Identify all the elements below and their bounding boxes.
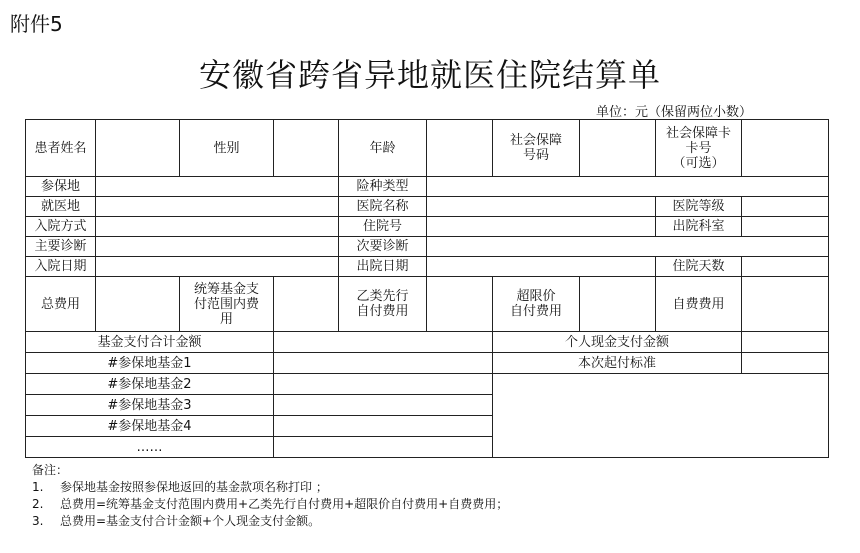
value-insured-place[interactable] xyxy=(96,177,339,197)
label-fund-3: #参保地基金3 xyxy=(26,395,274,416)
notes-section xyxy=(32,462,508,530)
value-self-pay[interactable] xyxy=(742,277,829,332)
label-class-b-line: 自付费用 xyxy=(356,304,409,319)
value-fund-3[interactable] xyxy=(274,395,493,416)
value-ellipsis[interactable] xyxy=(274,437,493,458)
value-over-limit-self-pay[interactable] xyxy=(580,277,656,332)
note-text: 参保地基金按照参保地返回的基金款项名称打印 ； xyxy=(60,480,328,494)
label-age: 年龄 xyxy=(339,120,427,177)
label-over-limit-line: 超限价 xyxy=(516,289,556,304)
label-main-diagnosis: 主要诊断 xyxy=(26,237,96,257)
value-total-cost[interactable] xyxy=(96,277,180,332)
label-fund-1: #参保地基金1 xyxy=(26,353,274,374)
label-ss-card-line: （可选） xyxy=(672,155,725,171)
label-pooled-fund-cost-line: 用 xyxy=(219,311,233,327)
value-age[interactable] xyxy=(427,120,493,177)
blank-area xyxy=(493,374,829,458)
label-fund-2: #参保地基金2 xyxy=(26,374,274,395)
label-ss-number xyxy=(493,120,580,177)
label-fund-4: #参保地基金4 xyxy=(26,416,274,437)
note-text: 总费用=基金支付合计金额+个人现金支付金额。 xyxy=(60,514,321,528)
label-pooled-fund-cost-line: 统筹基金支 xyxy=(193,281,259,297)
label-insurance-type: 险种类型 xyxy=(339,177,427,197)
label-treatment-place: 就医地 xyxy=(26,197,96,217)
settlement-form-table xyxy=(25,119,829,458)
label-ss-number-line: 社会保障 xyxy=(509,133,562,148)
value-gender[interactable] xyxy=(274,120,339,177)
note-number: 1. xyxy=(32,480,44,494)
value-admission-date[interactable] xyxy=(96,257,339,277)
value-hospital-level[interactable] xyxy=(742,197,829,217)
value-hospital-name[interactable] xyxy=(427,197,656,217)
label-over-limit-self-pay xyxy=(493,277,580,332)
label-patient-name: 患者姓名 xyxy=(26,120,96,177)
value-fund-1[interactable] xyxy=(274,353,493,374)
value-personal-cash[interactable] xyxy=(742,332,829,353)
label-over-limit-line: 自付费用 xyxy=(509,304,562,319)
value-deductible[interactable] xyxy=(742,353,829,374)
label-ss-number-line: 号码 xyxy=(522,148,549,163)
label-class-b-line: 乙类先行 xyxy=(356,289,409,304)
label-hospital-name: 医院名称 xyxy=(339,197,427,217)
value-pooled-fund-cost[interactable] xyxy=(274,277,339,332)
form-title: 安徽省跨省异地就医住院结算单 xyxy=(198,56,661,94)
label-deductible: 本次起付标准 xyxy=(493,353,742,374)
label-fund-total: 基金支付合计金额 xyxy=(26,332,274,353)
unit-note: 单位：元（保留两位小数） xyxy=(595,105,752,120)
attachment-label: 附件5 xyxy=(10,12,63,36)
label-ss-card-line: 社会保障卡 xyxy=(665,125,731,141)
label-pooled-fund-cost-line: 付范围内费 xyxy=(193,296,259,312)
label-insured-place: 参保地 xyxy=(26,177,96,197)
value-ss-card[interactable] xyxy=(742,120,829,177)
label-discharge-date: 出院日期 xyxy=(339,257,427,277)
label-hospital-level: 医院等级 xyxy=(656,197,742,217)
value-fund-total[interactable] xyxy=(274,332,493,353)
value-inpatient-no[interactable] xyxy=(427,217,656,237)
note-item xyxy=(32,496,508,513)
value-treatment-place[interactable] xyxy=(96,197,339,217)
label-admission-date: 入院日期 xyxy=(26,257,96,277)
label-total-cost: 总费用 xyxy=(26,277,96,332)
label-ss-card xyxy=(656,120,742,177)
label-pooled-fund-cost xyxy=(180,277,274,332)
value-discharge-dept[interactable] xyxy=(742,217,829,237)
label-discharge-dept: 出院科室 xyxy=(656,217,742,237)
label-admission-method: 入院方式 xyxy=(26,217,96,237)
label-secondary-diagnosis: 次要诊断 xyxy=(339,237,427,257)
label-gender: 性别 xyxy=(180,120,274,177)
value-admission-method[interactable] xyxy=(96,217,339,237)
value-class-b-self-pay[interactable] xyxy=(427,277,493,332)
value-fund-2[interactable] xyxy=(274,374,493,395)
value-fund-4[interactable] xyxy=(274,416,493,437)
notes-title: 备注： xyxy=(32,463,69,477)
label-ss-card-line: 卡号 xyxy=(685,140,712,156)
note-number: 2. xyxy=(32,497,44,511)
label-personal-cash: 个人现金支付金额 xyxy=(493,332,742,353)
value-stay-days[interactable] xyxy=(742,257,829,277)
value-secondary-diagnosis[interactable] xyxy=(427,237,829,257)
value-insurance-type[interactable] xyxy=(427,177,829,197)
label-ellipsis: …… xyxy=(26,437,274,458)
value-discharge-date[interactable] xyxy=(427,257,656,277)
value-patient-name[interactable] xyxy=(96,120,180,177)
note-number: 3. xyxy=(32,514,44,528)
label-stay-days: 住院天数 xyxy=(656,257,742,277)
label-inpatient-no: 住院号 xyxy=(339,217,427,237)
value-main-diagnosis[interactable] xyxy=(96,237,339,257)
note-text: 总费用=统筹基金支付范围内费用+乙类先行自付费用+超限价自付费用+自费费用； xyxy=(60,497,509,511)
value-ss-number[interactable] xyxy=(580,120,656,177)
note-item xyxy=(32,513,508,530)
note-item xyxy=(32,479,508,496)
label-self-pay: 自费费用 xyxy=(656,277,742,332)
label-class-b-self-pay xyxy=(339,277,427,332)
